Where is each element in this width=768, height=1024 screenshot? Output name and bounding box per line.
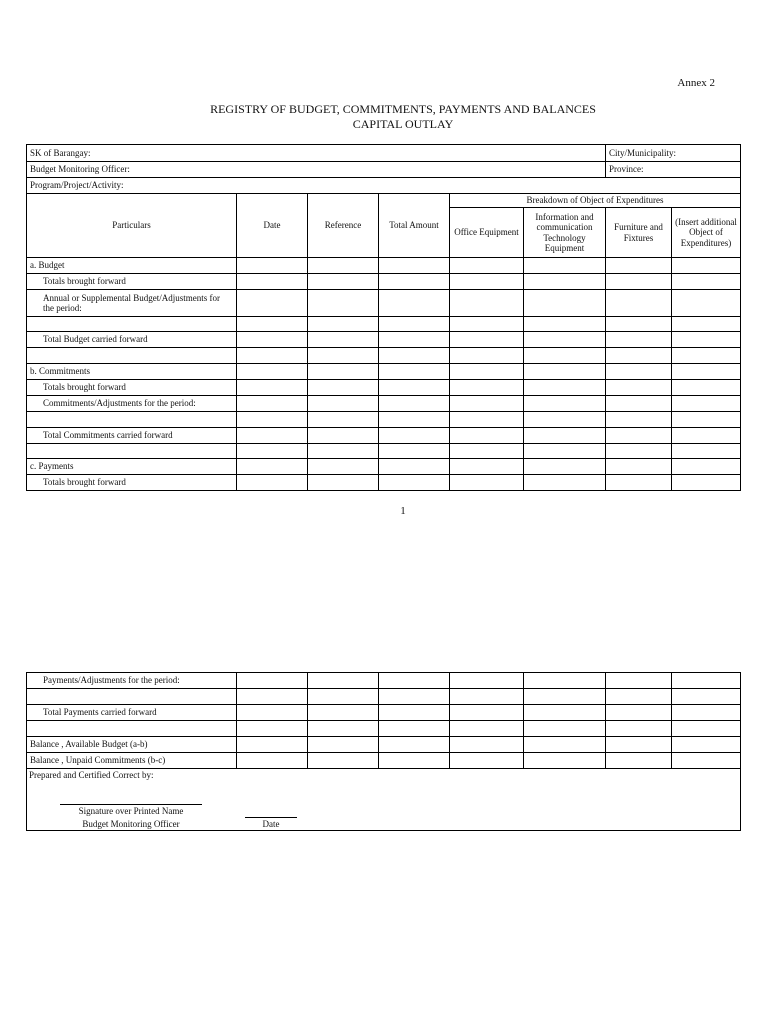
table-cell[interactable]	[450, 753, 524, 769]
table-cell[interactable]	[308, 364, 379, 380]
row-label: Total Commitments carried forward	[27, 428, 237, 444]
table-cell[interactable]	[308, 332, 379, 348]
table-cell[interactable]	[237, 380, 308, 396]
row-label: c. Payments	[27, 459, 237, 475]
date-caption: Date	[262, 819, 280, 829]
table-cell[interactable]	[524, 317, 606, 332]
table-row	[27, 348, 741, 364]
annex-label: Annex 2	[677, 77, 715, 89]
row-label	[27, 412, 237, 428]
row-label: Balance , Unpaid Commitments (b-c)	[27, 753, 237, 769]
table-row	[27, 380, 741, 396]
table-cell[interactable]	[450, 737, 524, 753]
table-cell[interactable]	[450, 721, 524, 737]
table-cell[interactable]	[672, 412, 741, 428]
table-cell[interactable]	[237, 428, 308, 444]
table-cell[interactable]	[308, 317, 379, 332]
header-breakdown: Breakdown of Object of Expenditures	[450, 194, 741, 208]
header-date: Date	[237, 194, 308, 258]
table-row	[27, 412, 741, 428]
table-cell[interactable]	[450, 364, 524, 380]
table-cell[interactable]	[524, 348, 606, 364]
table-cell[interactable]	[672, 380, 741, 396]
table-cell[interactable]	[379, 475, 450, 491]
table-cell[interactable]	[379, 721, 450, 737]
table-cell[interactable]	[308, 753, 379, 769]
table-cell[interactable]	[379, 348, 450, 364]
row-label: Totals brought forward	[27, 475, 237, 491]
registry-table-page2	[26, 672, 741, 831]
table-cell[interactable]	[308, 428, 379, 444]
table-cell[interactable]	[308, 459, 379, 475]
header-office-equipment: Office Equipment	[450, 208, 524, 258]
table-cell[interactable]	[524, 412, 606, 428]
table-row	[27, 364, 741, 380]
table-cell[interactable]	[450, 332, 524, 348]
table-row	[27, 459, 741, 475]
table-cell[interactable]	[450, 673, 524, 689]
table-cell[interactable]	[308, 737, 379, 753]
prepared-label: Prepared and Certified Correct by:	[29, 770, 154, 780]
table-cell[interactable]	[308, 705, 379, 721]
province-field[interactable]: Province:	[606, 162, 741, 178]
table-cell[interactable]	[308, 689, 379, 705]
table-cell[interactable]	[524, 737, 606, 753]
table-cell[interactable]	[237, 258, 308, 274]
table-cell[interactable]	[450, 317, 524, 332]
table-cell[interactable]	[450, 380, 524, 396]
table-cell[interactable]	[672, 753, 741, 769]
table-cell[interactable]	[524, 459, 606, 475]
table-cell[interactable]	[379, 444, 450, 459]
table-cell[interactable]	[524, 444, 606, 459]
row-label: a. Budget	[27, 258, 237, 274]
table-cell[interactable]	[237, 673, 308, 689]
table-cell[interactable]	[379, 412, 450, 428]
row-label: Totals brought forward	[27, 274, 237, 290]
table-cell[interactable]	[450, 428, 524, 444]
table-cell[interactable]	[606, 380, 672, 396]
table-cell[interactable]	[672, 348, 741, 364]
table-cell[interactable]	[379, 753, 450, 769]
table-cell[interactable]	[606, 673, 672, 689]
table-cell[interactable]	[672, 274, 741, 290]
header-furniture: Furniture and Fixtures	[606, 208, 672, 258]
table-row	[27, 317, 741, 332]
table-cell[interactable]	[308, 412, 379, 428]
row-label: Totals brought forward	[27, 380, 237, 396]
table-cell[interactable]	[237, 475, 308, 491]
table-cell[interactable]	[450, 444, 524, 459]
signature-row	[27, 769, 741, 831]
signature-caption: Signature over Printed Name	[78, 806, 184, 816]
registry-table-page1	[26, 144, 741, 491]
table-cell[interactable]	[237, 348, 308, 364]
table-cell[interactable]	[606, 444, 672, 459]
table-cell[interactable]	[672, 737, 741, 753]
header-total-amount: Total Amount	[379, 194, 450, 258]
row-label: b. Commitments	[27, 364, 237, 380]
table-cell[interactable]	[308, 290, 379, 317]
table-cell[interactable]	[606, 428, 672, 444]
table-cell[interactable]	[606, 689, 672, 705]
table-cell[interactable]	[524, 475, 606, 491]
table-row	[27, 444, 741, 459]
row-label: Balance , Available Budget (a-b)	[27, 737, 237, 753]
table-cell[interactable]	[379, 364, 450, 380]
table-cell[interactable]	[606, 317, 672, 332]
table-cell[interactable]	[379, 396, 450, 412]
table-cell[interactable]	[379, 689, 450, 705]
table-cell[interactable]	[308, 258, 379, 274]
sk-barangay-field[interactable]: SK of Barangay:	[27, 145, 606, 162]
table-cell[interactable]	[672, 475, 741, 491]
table-cell[interactable]	[450, 348, 524, 364]
table-cell[interactable]	[379, 290, 450, 317]
form-title: REGISTRY OF BUDGET, COMMITMENTS, PAYMENTS AND BALANCES	[210, 102, 596, 116]
table-cell[interactable]	[606, 258, 672, 274]
table-cell[interactable]	[308, 274, 379, 290]
table-cell[interactable]	[524, 673, 606, 689]
table-cell[interactable]	[450, 689, 524, 705]
table-cell[interactable]	[450, 290, 524, 317]
table-cell[interactable]	[672, 396, 741, 412]
table-cell[interactable]	[379, 737, 450, 753]
table-cell[interactable]	[237, 459, 308, 475]
table-cell[interactable]	[379, 332, 450, 348]
form-subtitle: CAPITAL OUTLAY	[352, 117, 454, 131]
table-row	[27, 737, 741, 753]
table-cell[interactable]	[237, 689, 308, 705]
page-number: 1	[400, 505, 406, 517]
table-cell[interactable]	[672, 290, 741, 317]
table-cell[interactable]	[524, 721, 606, 737]
table-row	[27, 673, 741, 689]
table-cell[interactable]	[379, 428, 450, 444]
table-cell[interactable]	[524, 396, 606, 412]
table-cell[interactable]	[308, 721, 379, 737]
table-cell[interactable]	[308, 475, 379, 491]
table-cell[interactable]	[606, 332, 672, 348]
table-cell[interactable]	[379, 274, 450, 290]
table-cell[interactable]	[606, 721, 672, 737]
table-cell[interactable]	[450, 475, 524, 491]
table-row	[27, 475, 741, 491]
row-label: Total Payments carried forward	[27, 705, 237, 721]
header-additional: (Insert additional Object of Expenditures)	[672, 208, 741, 258]
row-label: Payments/Adjustments for the period:	[27, 673, 237, 689]
table-cell[interactable]	[672, 673, 741, 689]
table-cell[interactable]	[672, 459, 741, 475]
table-cell[interactable]	[524, 380, 606, 396]
table-cell[interactable]	[606, 290, 672, 317]
table-cell[interactable]	[524, 258, 606, 274]
table-cell[interactable]	[450, 459, 524, 475]
date-line[interactable]	[245, 817, 297, 818]
table-cell[interactable]	[379, 380, 450, 396]
table-row	[27, 428, 741, 444]
header-particulars: Particulars	[27, 194, 237, 258]
table-cell[interactable]	[672, 332, 741, 348]
table-cell[interactable]	[379, 459, 450, 475]
table-cell[interactable]	[450, 396, 524, 412]
row-label: Total Budget carried forward	[27, 332, 237, 348]
table-cell[interactable]	[379, 705, 450, 721]
table-cell[interactable]	[606, 348, 672, 364]
table-row	[27, 258, 741, 274]
table-cell[interactable]	[237, 364, 308, 380]
table-cell[interactable]	[379, 317, 450, 332]
table-cell[interactable]	[308, 396, 379, 412]
table-cell[interactable]	[606, 475, 672, 491]
row-label	[27, 444, 237, 459]
row-label: Commitments/Adjustments for the period:	[27, 396, 237, 412]
table-cell[interactable]	[672, 444, 741, 459]
table-cell[interactable]	[524, 689, 606, 705]
table-cell[interactable]	[606, 396, 672, 412]
table-cell[interactable]	[606, 753, 672, 769]
table-cell[interactable]	[672, 364, 741, 380]
row-label	[27, 721, 237, 737]
table-row	[27, 689, 741, 705]
row-label	[27, 689, 237, 705]
table-cell[interactable]	[524, 364, 606, 380]
table-cell[interactable]	[308, 673, 379, 689]
table-cell[interactable]	[237, 290, 308, 317]
table-cell[interactable]	[606, 412, 672, 428]
table-cell[interactable]	[672, 705, 741, 721]
table-row	[27, 332, 741, 348]
table-cell[interactable]	[524, 428, 606, 444]
table-cell[interactable]	[308, 380, 379, 396]
table-cell[interactable]	[237, 332, 308, 348]
table-cell[interactable]	[672, 721, 741, 737]
table-cell[interactable]	[379, 673, 450, 689]
table-cell[interactable]	[524, 332, 606, 348]
table-row	[27, 753, 741, 769]
table-cell[interactable]	[672, 317, 741, 332]
budget-officer-field[interactable]: Budget Monitoring Officer:	[27, 162, 606, 178]
table-cell[interactable]	[450, 274, 524, 290]
table-cell[interactable]	[237, 705, 308, 721]
table-cell[interactable]	[524, 753, 606, 769]
table-cell[interactable]	[237, 444, 308, 459]
table-row	[27, 274, 741, 290]
table-cell[interactable]	[237, 274, 308, 290]
table-cell[interactable]	[237, 396, 308, 412]
city-municipality-field[interactable]: City/Municipality:	[606, 145, 741, 162]
table-cell[interactable]	[524, 290, 606, 317]
table-cell[interactable]	[308, 444, 379, 459]
program-field[interactable]: Program/Project/Activity:	[27, 178, 741, 194]
row-label	[27, 348, 237, 364]
table-cell[interactable]	[672, 689, 741, 705]
header-reference: Reference	[308, 194, 379, 258]
table-cell[interactable]	[308, 348, 379, 364]
table-cell[interactable]	[450, 258, 524, 274]
table-cell[interactable]	[524, 274, 606, 290]
table-cell[interactable]	[237, 412, 308, 428]
table-row	[27, 290, 741, 317]
table-row	[27, 721, 741, 737]
officer-caption: Budget Monitoring Officer	[82, 819, 180, 829]
table-cell[interactable]	[237, 317, 308, 332]
header-ict-equipment: Information and communication Technology Equipment	[524, 208, 606, 258]
table-cell[interactable]	[237, 737, 308, 753]
table-cell[interactable]	[606, 737, 672, 753]
row-label: Annual or Supplemental Budget/Adjustments for the period:	[27, 290, 237, 317]
table-cell[interactable]	[672, 258, 741, 274]
table-cell[interactable]	[237, 721, 308, 737]
table-cell[interactable]	[524, 705, 606, 721]
table-cell[interactable]	[606, 459, 672, 475]
signature-block	[27, 769, 741, 831]
table-cell[interactable]	[450, 705, 524, 721]
table-cell[interactable]	[606, 274, 672, 290]
table-row	[27, 396, 741, 412]
row-label	[27, 317, 237, 332]
table-cell[interactable]	[606, 364, 672, 380]
table-row	[27, 705, 741, 721]
table-cell[interactable]	[237, 753, 308, 769]
table-cell[interactable]	[672, 428, 741, 444]
signature-line[interactable]	[60, 804, 202, 805]
table-cell[interactable]	[606, 705, 672, 721]
table-cell[interactable]	[450, 412, 524, 428]
table-cell[interactable]	[379, 258, 450, 274]
